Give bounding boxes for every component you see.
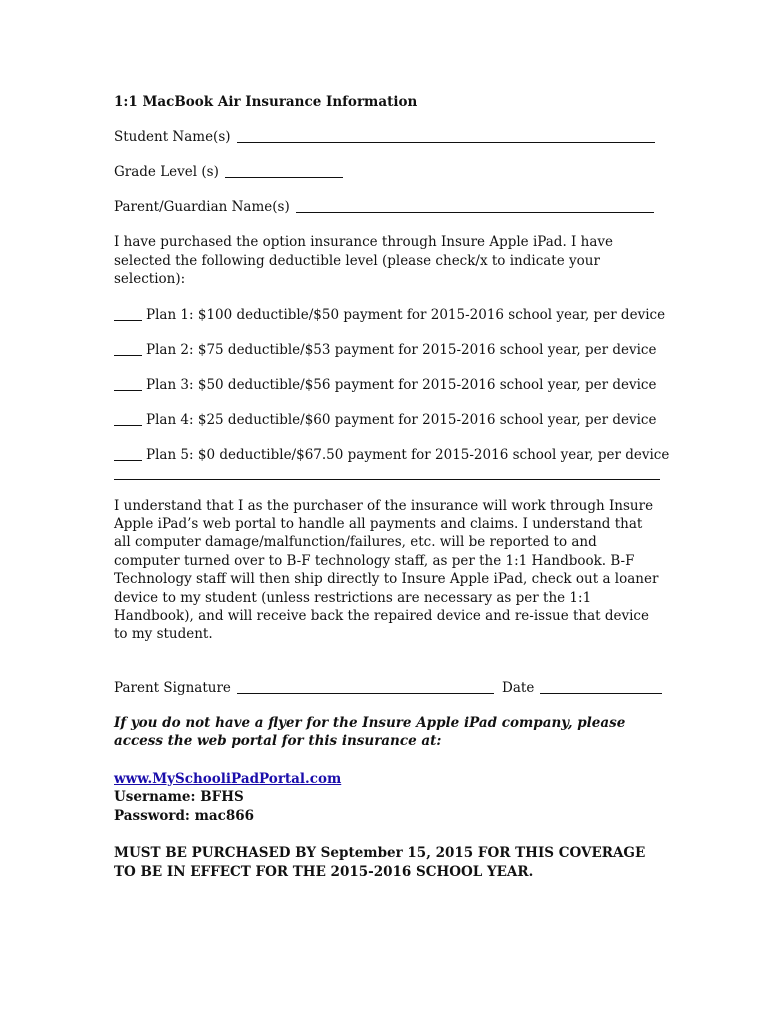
purchase-deadline: MUST BE PURCHASED BY September 15, 2015 FOR THIS COVERAGE TO BE IN EFFECT FOR THE 2015-2016 SCHOOL YEAR. <box>114 845 646 880</box>
plan-option-2 <box>114 341 662 358</box>
selection-instructions: I have purchased the option insurance through Insure Apple iPad. I have selected the following deductible level (please check/x to indicate your selection): <box>114 234 614 287</box>
plan-5-checkbox[interactable] <box>114 446 142 461</box>
flyer-notice: If you do not have a flyer for the Insure Apple iPad company, please access the web portal for this insurance at: <box>114 714 626 750</box>
plan-option-3 <box>114 376 662 393</box>
plan-3-label: Plan 3: $50 deductible/$56 payment for 2015-2016 school year, per device <box>146 376 657 393</box>
plan-1-checkbox[interactable] <box>114 306 142 321</box>
signature-row <box>114 679 662 696</box>
form-title: 1:1 MacBook Air Insurance Information <box>114 94 418 110</box>
plan-2-checkbox[interactable] <box>114 341 142 356</box>
student-name-label: Student Name(s) <box>114 129 231 145</box>
plan-4-label: Plan 4: $25 deductible/$60 payment for 2015-2016 school year, per device <box>146 411 657 428</box>
student-name-row <box>114 128 662 145</box>
plan-option-1 <box>114 306 666 323</box>
plan-option-4 <box>114 411 662 428</box>
plan-3-checkbox[interactable] <box>114 376 142 391</box>
parent-signature-field[interactable] <box>237 679 494 694</box>
portal-link[interactable]: www.MySchooliPadPortal.com <box>114 770 342 787</box>
date-label: Date <box>502 679 535 696</box>
grade-level-label: Grade Level (s) <box>114 164 219 180</box>
date-field[interactable] <box>540 679 662 694</box>
parent-signature-label: Parent Signature <box>114 679 231 696</box>
grade-level-field[interactable] <box>225 163 343 178</box>
plan-option-5 <box>114 446 670 463</box>
section-divider <box>114 479 660 480</box>
portal-password: Password: mac866 <box>114 807 255 824</box>
insurance-form <box>114 94 670 881</box>
plan-1-label: Plan 1: $100 deductible/$50 payment for 2015-2016 school year, per device <box>146 306 666 323</box>
portal-username: Username: BFHS <box>114 789 244 806</box>
plan-5-label: Plan 5: $0 deductible/$67.50 payment for 2015-2016 school year, per device <box>146 446 670 463</box>
parent-name-field[interactable] <box>296 198 654 213</box>
plan-4-checkbox[interactable] <box>114 411 142 426</box>
grade-level-row <box>114 163 662 180</box>
student-name-field[interactable] <box>237 128 655 143</box>
parent-name-row <box>114 198 662 215</box>
understanding-statement: I understand that I as the purchaser of the insurance will work through Insure Apple iPad’s web portal to handle all payments and claims. I understand that all computer damage/malfunction/failures, etc. will be reported to and computer turned over to B-F technology staff, as per the 1:1 Handbook. B-F Technology staff will then ship directly to Insure Apple iPad, check out a loaner device to my student (unless restrictions are necessary as per the 1:1 Handbook), and will receive back the repaired device and re-issue that device to my student. <box>114 497 659 643</box>
parent-name-label: Parent/Guardian Name(s) <box>114 199 290 215</box>
plan-2-label: Plan 2: $75 deductible/$53 payment for 2015-2016 school year, per device <box>146 341 657 358</box>
